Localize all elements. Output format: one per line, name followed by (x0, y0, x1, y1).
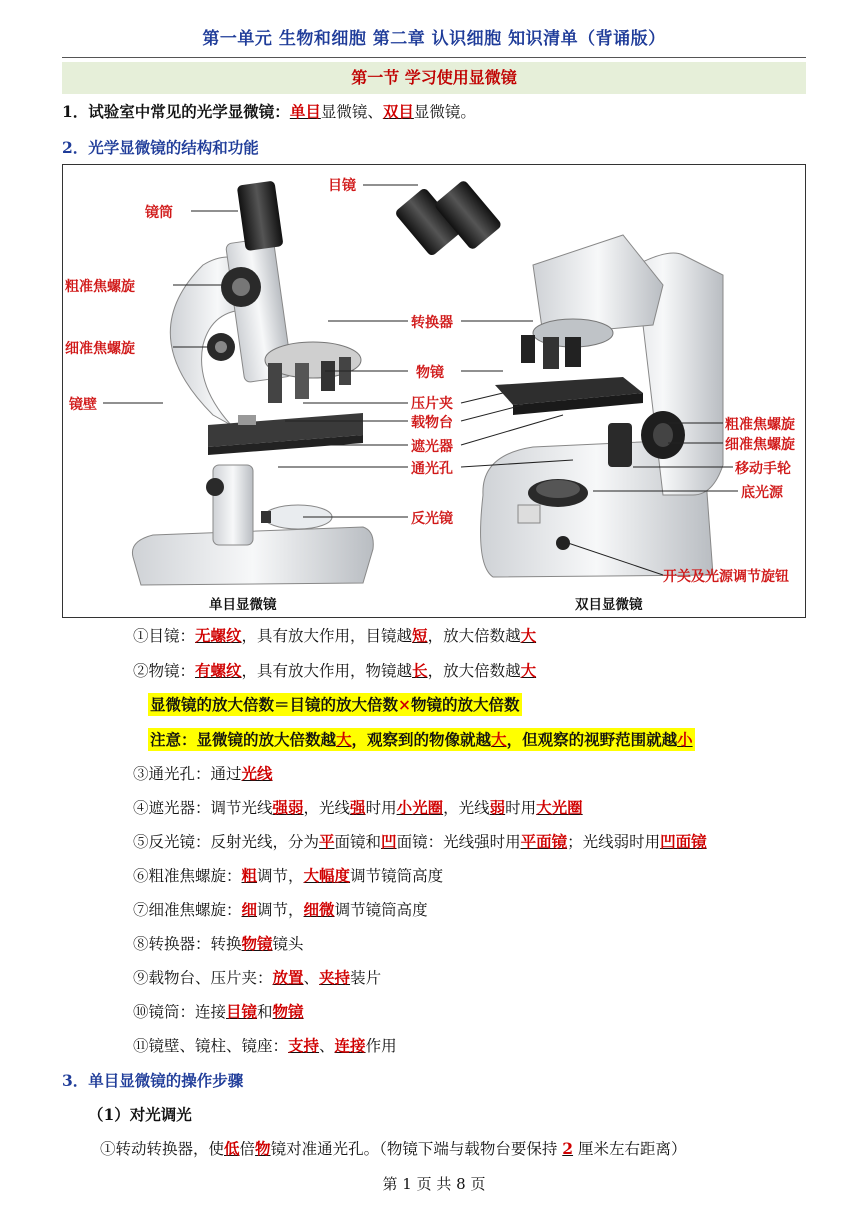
answer: 小光圈 (396, 798, 444, 817)
label-clip: 压片夹 (411, 396, 453, 412)
label-fine-right: 细准焦螺旋 (725, 437, 795, 453)
formula-highlight (148, 693, 522, 717)
step-1 (100, 1137, 686, 1161)
answer: 支持 (288, 1036, 320, 1055)
answer: 光线 (241, 764, 273, 783)
item-number: 3． (62, 1071, 89, 1090)
text: ⑤反光镜：反射光线，分为 (133, 833, 320, 851)
text: ，具有放大作用，物镜越 (241, 662, 413, 680)
answer: 大光圈 (536, 798, 583, 817)
text: 时用 (365, 799, 397, 817)
item-lead: 试验室中常见的光学显微镜： (88, 102, 290, 121)
item-number: 2． (62, 138, 89, 157)
text: ⑩镜筒：连接 (133, 1003, 227, 1021)
answer: 平 (319, 832, 335, 851)
label-objective: 物镜 (416, 365, 444, 381)
answer: 大 (491, 730, 507, 749)
text: 作用 (365, 1037, 397, 1055)
answer: 粗 (241, 866, 258, 885)
page-title: 第一单元 生物和细胞 第二章 认识细胞 知识清单（背诵版） (202, 29, 666, 49)
answer: 连接 (334, 1036, 366, 1055)
text: 厘米左右距离） (573, 1140, 687, 1158)
item-title: 单目显微镜的操作步骤 (88, 1071, 244, 1090)
item-title: 光学显微镜的结构和功能 (88, 138, 259, 157)
point-nosepiece (133, 932, 304, 956)
text: ，但观察的视野范围就越 (506, 730, 678, 749)
caption-monocular: 单目显微镜 (209, 597, 277, 613)
answer: 无螺纹 (195, 626, 242, 645)
label-coarse-left: 粗准焦螺旋 (65, 279, 135, 295)
answer: 平面镜 (520, 832, 568, 851)
answer: 强弱 (272, 798, 304, 817)
answer: 大 (336, 730, 352, 749)
text: 物镜的放大倍数 (411, 695, 520, 714)
text: 调节镜筒高度 (334, 901, 428, 919)
text: 、 (319, 1037, 335, 1055)
answer: 大 (520, 661, 537, 680)
text: ，光线 (303, 799, 351, 817)
label-eyepiece: 目镜 (328, 178, 356, 194)
note-highlight (148, 728, 695, 752)
text: ⑥粗准焦螺旋： (133, 867, 242, 885)
answer: 目镜 (226, 1002, 258, 1021)
text: ，放大倍数越 (427, 662, 521, 680)
point-stage (133, 966, 381, 990)
section-title: 第一节 学习使用显微镜 (62, 62, 806, 94)
answer: 低 (224, 1139, 240, 1158)
text: ⑪镜壁、镜柱、镜座： (133, 1037, 289, 1055)
answer: 物镜 (241, 934, 273, 953)
microscope-diagram (63, 165, 805, 617)
multiply-sign: × (398, 695, 412, 714)
label-light-source: 底光源 (741, 485, 783, 501)
text: ③通光孔：通过 (133, 765, 242, 783)
answer: 大幅度 (303, 866, 351, 885)
point-arm (133, 1034, 397, 1058)
text: 倍 (239, 1140, 256, 1158)
label-tube: 镜筒 (145, 205, 173, 221)
label-fine-left: 细准焦螺旋 (65, 341, 135, 357)
item-2-heading (62, 136, 259, 160)
answer: 有螺纹 (195, 661, 242, 680)
point-mirror (133, 830, 707, 854)
text: ⑧转换器：转换 (133, 935, 242, 953)
label-stage-knob: 移动手轮 (735, 461, 791, 477)
label-diaphragm: 遮光器 (411, 439, 453, 455)
text: 镜对准通光孔。（物镜下端与载物台要保持 (270, 1140, 563, 1158)
answer: 细微 (303, 900, 335, 919)
label-stage: 载物台 (411, 415, 453, 431)
text: 、 (303, 969, 320, 987)
answer: 凹 (381, 832, 397, 851)
answer: 大 (520, 626, 537, 645)
text: 注意：显微镜的放大倍数越 (150, 730, 337, 749)
text: 镜头 (272, 935, 304, 953)
text: ；光线弱时用 (567, 833, 661, 851)
answer-binocular: 双目 (382, 102, 414, 121)
answer: 放置 (272, 968, 304, 987)
text: ，光线 (443, 799, 490, 817)
label-nosepiece: 转换器 (411, 315, 453, 331)
page-footer: 第 1 页 共 8 页 (382, 1175, 486, 1193)
text: ⑨载物台、压片夹： (133, 969, 273, 987)
answer: 夹持 (319, 968, 351, 987)
monocular-microscope (132, 181, 373, 585)
text: ①目镜： (133, 627, 196, 645)
text: ②物镜： (133, 662, 196, 680)
text: 调节镜筒高度 (350, 867, 444, 885)
text: 和 (257, 1003, 273, 1021)
answer: 细 (241, 900, 258, 919)
text: 时用 (505, 799, 537, 817)
text: 显微镜。 (413, 103, 476, 121)
label-arm: 镜壁 (69, 397, 97, 413)
answer: 2 (562, 1139, 574, 1158)
text: ⑦细准焦螺旋： (133, 901, 242, 919)
point-fine (133, 898, 428, 922)
item-3-heading (62, 1069, 243, 1093)
answer: 物镜 (272, 1002, 304, 1021)
answer-monocular: 单目 (289, 102, 321, 121)
point-tube (133, 1000, 304, 1024)
title-divider (62, 57, 806, 58)
caption-binocular: 双目显微镜 (575, 597, 643, 613)
text: 显微镜的放大倍数＝目镜的放大倍数 (150, 695, 399, 714)
answer: 强 (350, 798, 366, 817)
point-objective (133, 659, 536, 683)
text: 显微镜、 (320, 103, 383, 121)
text: 装片 (350, 969, 382, 987)
point-diaphragm (133, 796, 583, 820)
label-coarse-right: 粗准焦螺旋 (725, 417, 795, 433)
label-aperture: 通光孔 (411, 461, 453, 477)
answer: 物 (255, 1139, 271, 1158)
text: ，观察到的物像就越 (351, 730, 492, 749)
text: ，放大倍数越 (427, 627, 521, 645)
point-coarse (133, 864, 443, 888)
point-aperture (133, 762, 273, 786)
text: ①转动转换器，使 (100, 1140, 225, 1158)
text: 调节， (257, 867, 304, 885)
microscope-figure (62, 164, 806, 618)
answer: 弱 (489, 798, 506, 817)
item-number: 1． (62, 102, 89, 121)
text: ④遮光器：调节光线 (133, 799, 273, 817)
answer: 凹面镜 (660, 832, 707, 851)
text: 调节， (257, 901, 304, 919)
point-eyepiece (133, 624, 536, 648)
answer: 小 (677, 730, 693, 749)
text: 面镜：光线强时用 (396, 833, 521, 851)
text: ，具有放大作用，目镜越 (241, 627, 413, 645)
text: 面镜和 (334, 833, 382, 851)
label-mirror: 反光镜 (411, 511, 453, 527)
subheading-light-adjust: （1）对光调光 (88, 1105, 192, 1124)
item-1 (62, 100, 476, 124)
answer: 长 (412, 661, 428, 680)
label-switch-knob: 开关及光源调节旋钮 (663, 569, 789, 585)
answer: 短 (412, 626, 428, 645)
